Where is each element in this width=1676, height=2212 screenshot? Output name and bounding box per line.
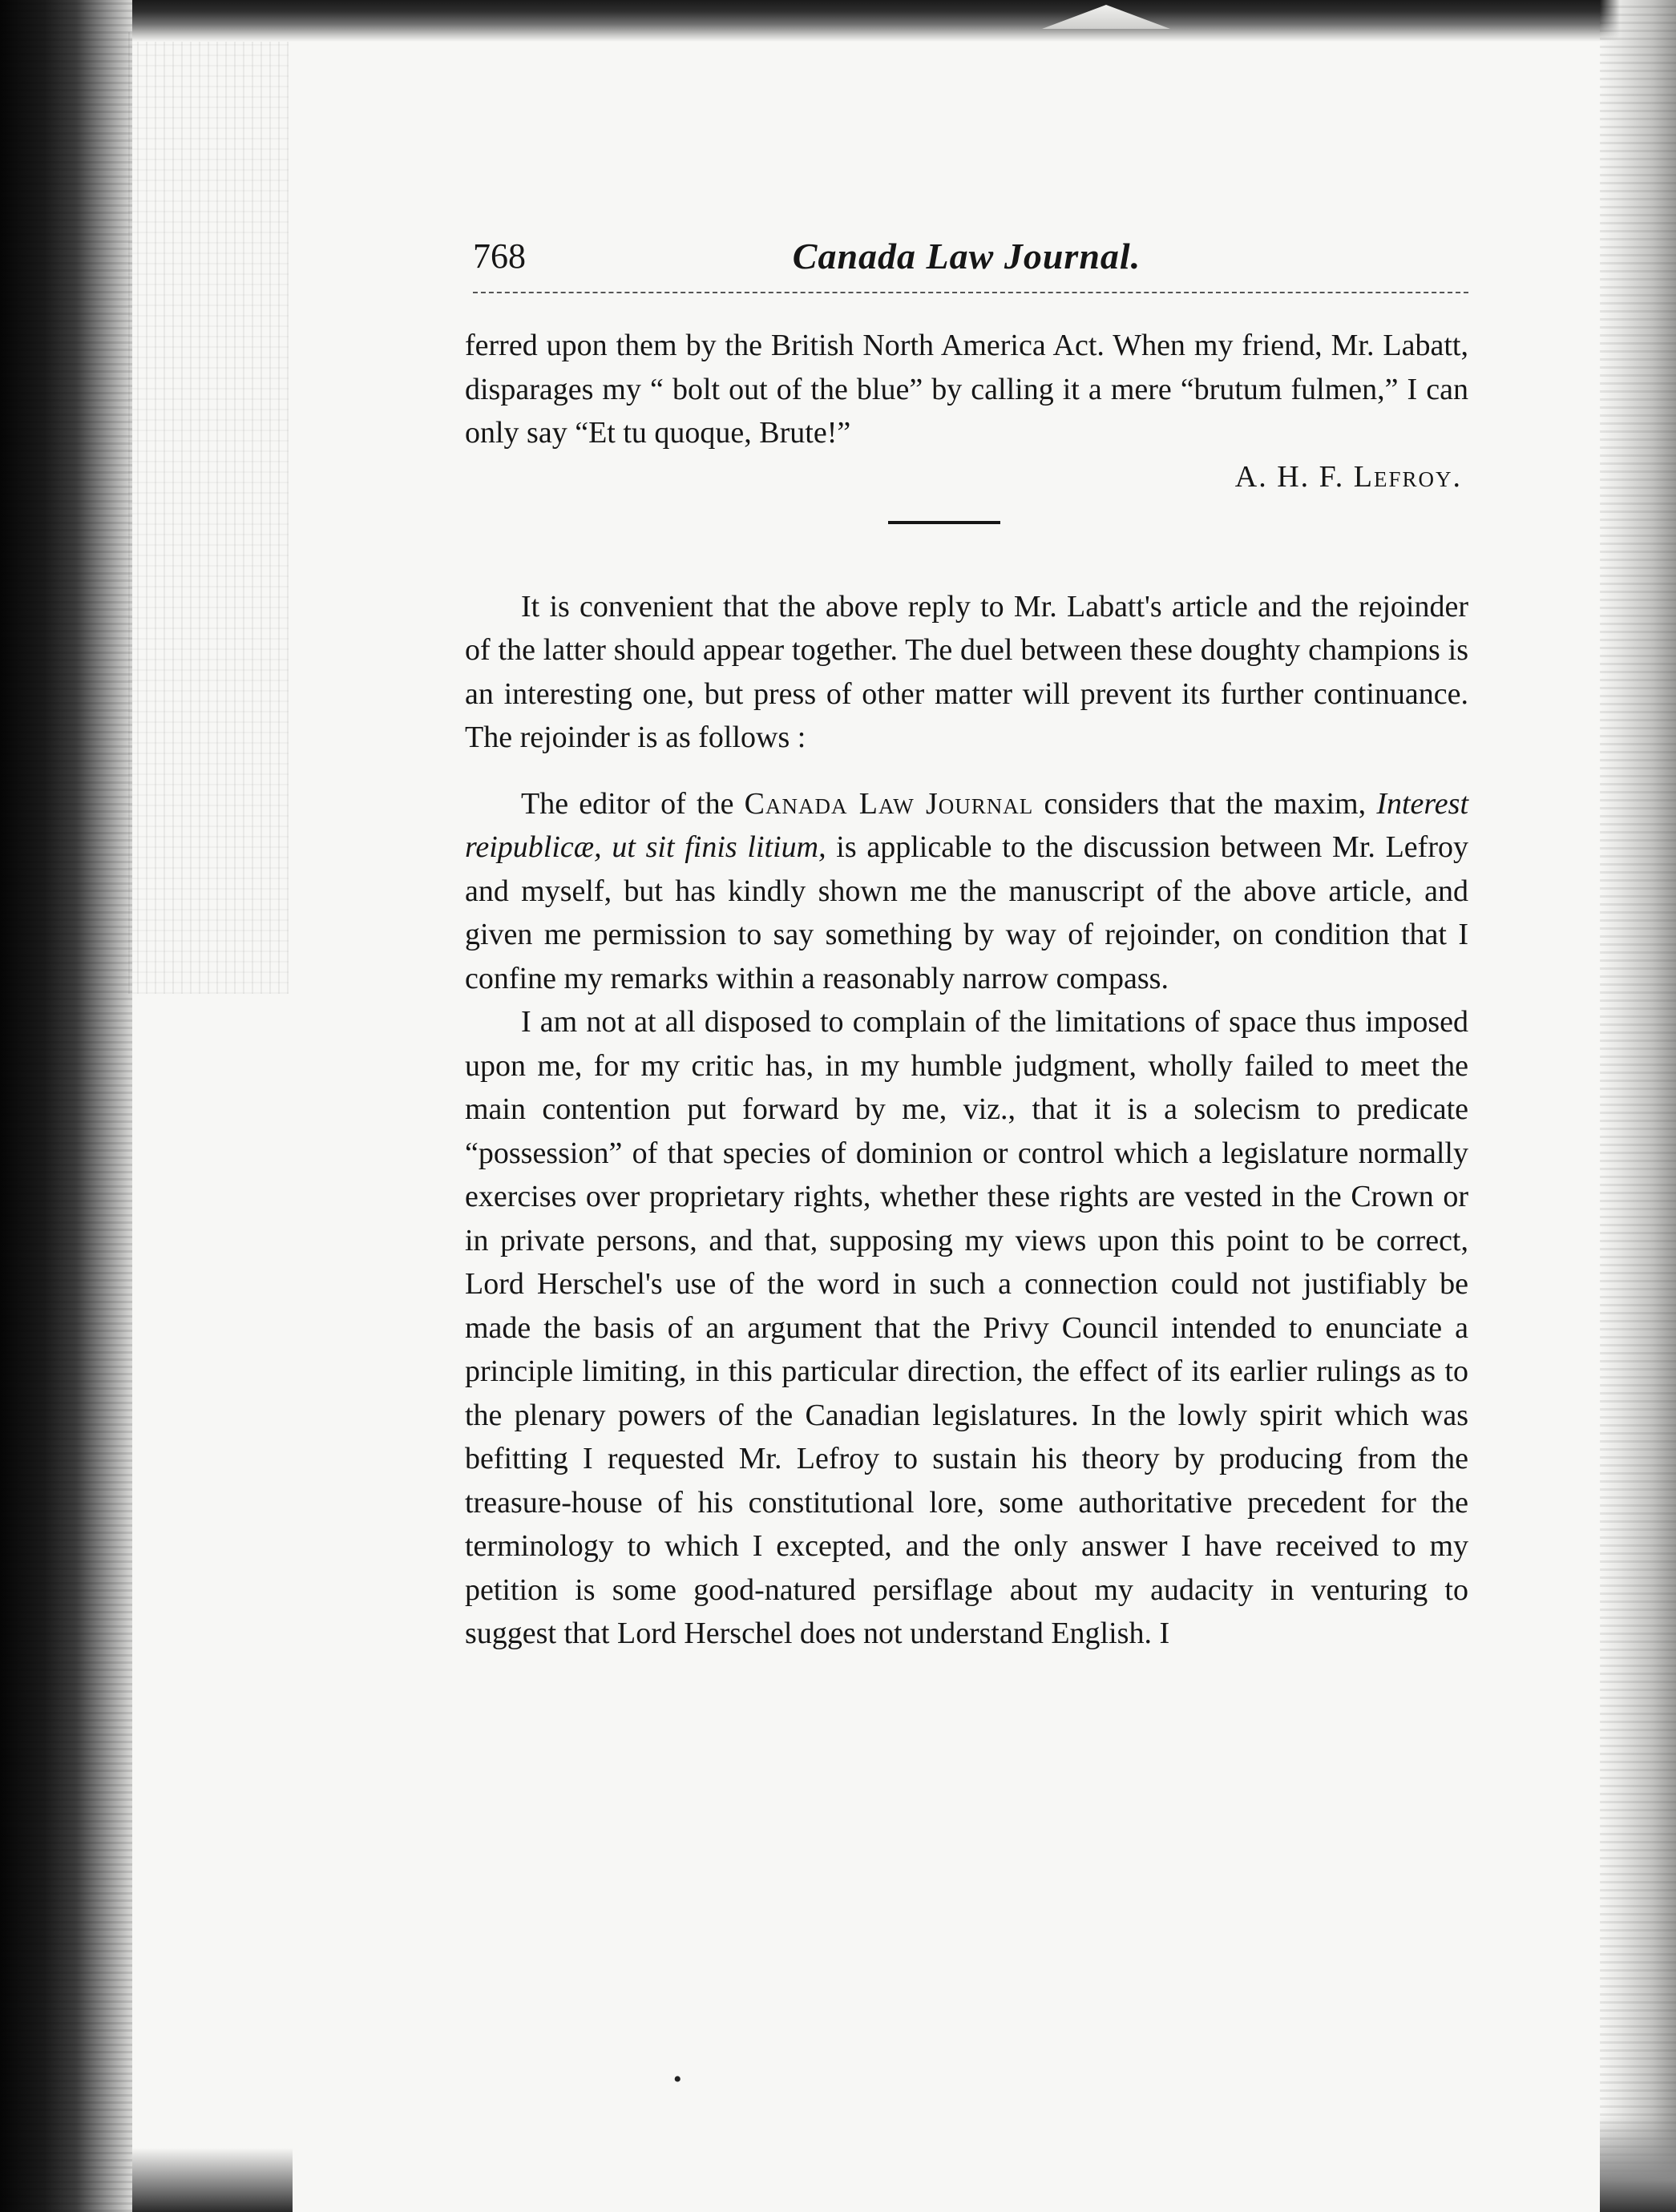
scan-corner-bottom-right	[1600, 2116, 1676, 2212]
author-signature	[465, 455, 1468, 499]
page-number: 768	[473, 236, 526, 276]
section-divider	[888, 521, 1000, 524]
journal-name-smallcaps: Canada Law Journal	[744, 786, 1034, 821]
scan-corner-bottom-left	[132, 2148, 293, 2212]
main-paragraph: I am not at all disposed to complain of the limitations of space thus imposed upon me, for my critic has, in my humble judgment, wholly failed to meet the main contention put forward by me, viz., that it is a solecism to predicate “possession” of that species of dominion or control which a legislature normally exercises over proprietary rights, whether these rights are vested in the Crown or in private persons, and that, supposing my views upon this point to be correct, Lord Herschel's use of the word in such a connection could not justifiably be made the basis of an argument that the Privy Council intended to enunciate a principle limiting, in this particular direction, the effect of its earlier rulings as to the plenary powers of the Canadian legislatures. In the lowly spirit which was befitting I requested Mr. Lefroy to sustain his theory by producing from the treasure-house of his constitutional lore, some authoritative precedent for the terminology to which I excepted, and the only answer I have received to my petition is some good-natured persiflage about my audacity in venturing to suggest that Lord Herschel does not understand English. I	[465, 1005, 1468, 1650]
scan-edge-top	[132, 0, 1676, 42]
rejoinder-tail: is applicable to the discussion between Mr. Lefroy and myself, but has kindly shown me the manuscript of the above article, and given me permission to say something by way of rejoinder, on condition that I confine my remarks within a reasonably narrow compass.	[465, 830, 1468, 995]
editorial-note: It is convenient that the above reply to Mr. Labatt's article and the rejoinder of the latter should appear together. The duel between these doughty champions is an interesting one, but press of other matter will prevent its further continuance. The rejoinder is as follows :	[465, 589, 1468, 754]
journal-title: Canada Law Journal.	[792, 236, 1141, 276]
signature-surname: Lefroy.	[1353, 459, 1462, 494]
paragraph-continuation: ferred upon them by the British North America Act. When my friend, Mr. Labatt, disparages my “ bolt out of the blue” by calling it a mere “brutum fulmen,” I can only say “Et tu quoque, Brute!”	[465, 329, 1468, 450]
scan-edge-left	[0, 0, 132, 2212]
rejoinder-intro	[465, 782, 1468, 1001]
stray-ink-mark: •	[673, 2066, 682, 2093]
scan-edge-right	[1600, 0, 1676, 2212]
header-rule	[473, 292, 1468, 293]
rejoinder-mid: considers that the maxim,	[1033, 786, 1377, 821]
signature-initials: A. H. F.	[1234, 459, 1354, 494]
rejoinder-lead: The editor of the	[521, 786, 745, 821]
document-page	[465, 232, 1468, 1656]
scan-noise	[128, 32, 289, 994]
latin-maxim: Interest reipublicæ, ut sit finis litium,	[465, 786, 1468, 864]
running-head	[465, 232, 1468, 289]
